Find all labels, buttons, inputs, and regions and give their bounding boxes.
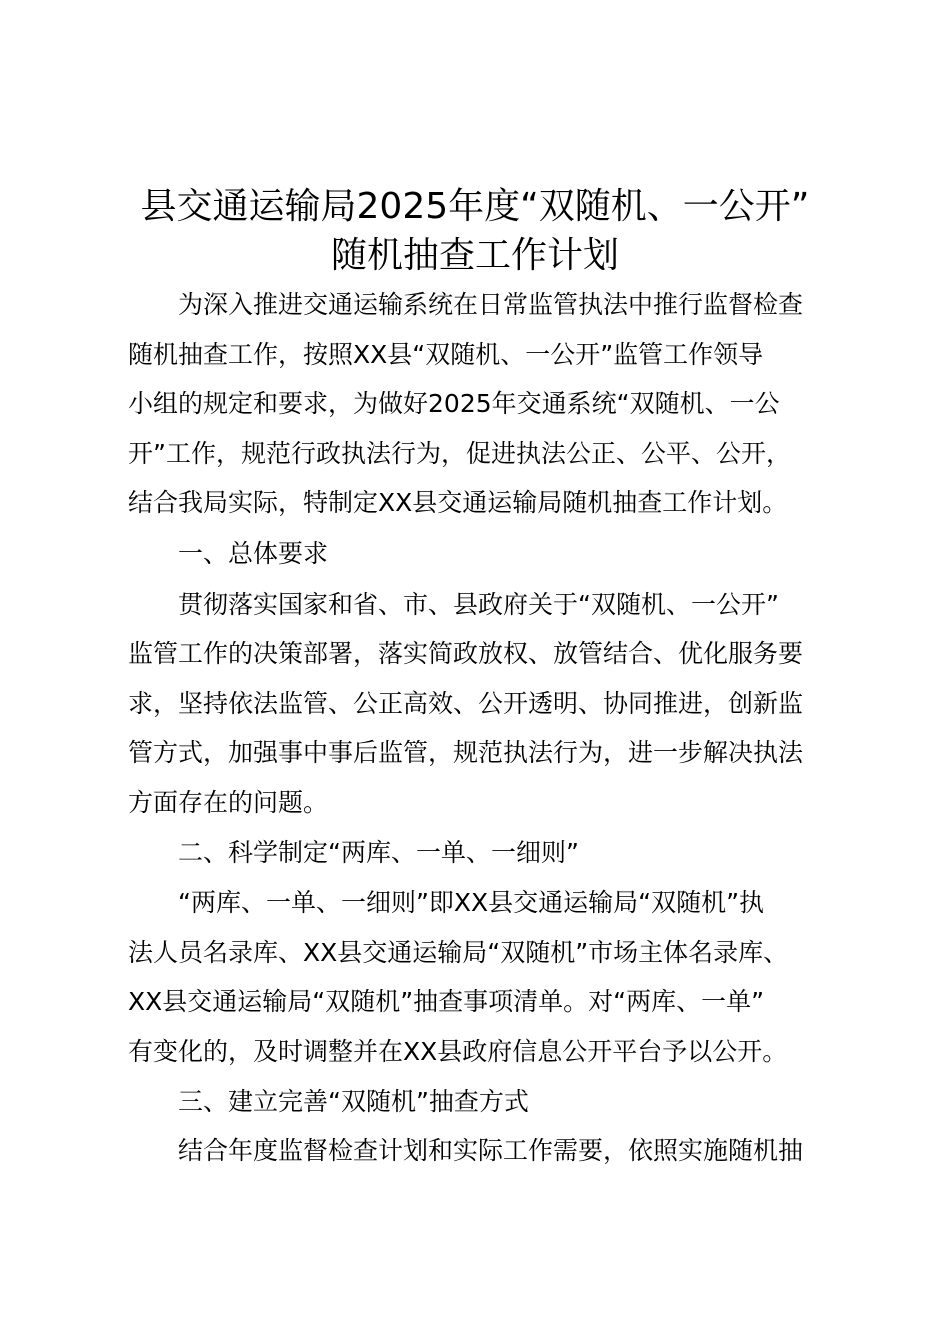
section-heading-3: 三、建立完善“双随机”抽查方式 [178, 1087, 529, 1116]
paragraph-section-2-line: 法人员名录库、XX县交通运输局“双随机”市场主体名录库、 [128, 938, 789, 967]
paragraph-intro-line: 为深入推进交通运输系统在日常监管执法中推行监督检查 [178, 290, 804, 319]
paragraph-section-2-line: “两库、一单、一细则”即XX县交通运输局“双随机”执 [178, 888, 765, 917]
paragraph-section-1-line: 监管工作的决策部署，落实简政放权、放管结合、优化服务要 [128, 639, 804, 668]
section-heading-2: 二、科学制定“两库、一单、一细则” [178, 838, 579, 867]
paragraph-section-1-line: 管方式，加强事中事后监管，规范执法行为，进一步解决执法 [128, 738, 804, 767]
paragraph-intro-line: 小组的规定和要求，为做好2025年交通系统“双随机、一公 [128, 389, 780, 418]
paragraph-intro-line: 随机抽查工作，按照XX县“双随机、一公开”监管工作领导 [128, 340, 764, 369]
paragraph-section-1-line: 求，坚持依法监管、公正高效、公开透明、协同推进，创新监 [128, 689, 804, 718]
paragraph-section-1-line: 方面存在的问题。 [128, 788, 329, 817]
document-title-line-1: 县交通运输局2025年度“双随机、一公开” [140, 186, 810, 227]
section-heading-1: 一、总体要求 [178, 539, 329, 568]
paragraph-section-3-line: 结合年度监督检查计划和实际工作需要，依照实施随机抽 [178, 1136, 804, 1165]
paragraph-section-2-line: XX县交通运输局“双随机”抽查事项清单。对“两库、一单” [128, 987, 765, 1016]
paragraph-section-1-line: 贯彻落实国家和省、市、县政府关于“双随机、一公开” [178, 590, 779, 619]
paragraph-intro-line: 开”工作，规范行政执法行为，促进执法公正、公平、公开， [128, 439, 791, 468]
paragraph-section-2-line: 有变化的，及时调整并在XX县政府信息公开平台予以公开。 [128, 1037, 788, 1066]
document-title-line-2: 随机抽查工作计划 [330, 235, 619, 276]
paragraph-intro-line: 结合我局实际，特制定XX县交通运输局随机抽查工作计划。 [128, 488, 788, 517]
